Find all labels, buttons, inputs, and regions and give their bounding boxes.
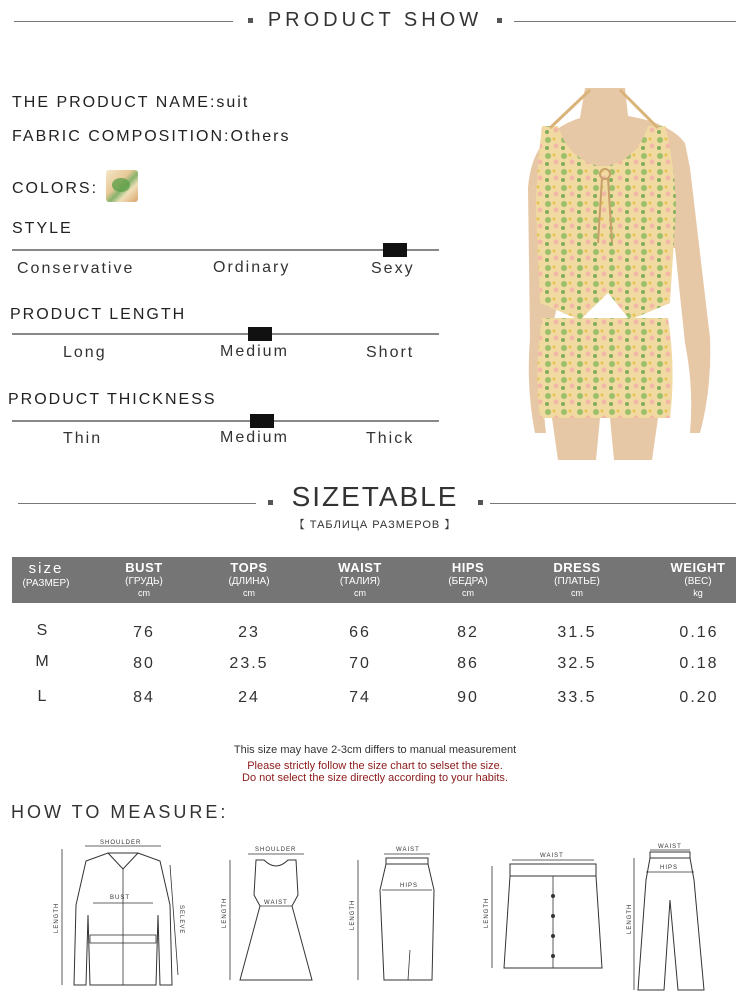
thickness-scale-title: PRODUCT THICKNESS	[8, 391, 217, 408]
thickness-scale-line	[12, 420, 439, 422]
col-dress: DRESS (ПЛАТЬЕ) cm	[553, 560, 601, 598]
table-cell: 84	[133, 689, 155, 706]
table-cell: S	[36, 622, 50, 639]
col-hips: HIPS (БЕДРА) cm	[448, 560, 488, 598]
thickness-option-medium: Medium	[220, 429, 289, 446]
table-cell: 24	[238, 689, 260, 706]
col-tops: TOPS (ДЛИНА) cm	[228, 560, 270, 598]
length-scale-title: PRODUCT LENGTH	[10, 306, 187, 323]
jacket-measure-diagram	[48, 835, 198, 995]
thickness-option-thick: Thick	[366, 430, 415, 447]
pants-measure-diagram	[622, 840, 722, 995]
table-cell: 74	[349, 689, 371, 706]
sizetable-rule-right	[490, 503, 736, 504]
table-cell: 86	[457, 655, 479, 672]
label-sleeve: SELEVE	[178, 905, 184, 935]
note-habits: Do not select the size directly according to your habits.	[242, 772, 508, 784]
length-scale-line	[12, 333, 439, 335]
table-cell: 82	[457, 624, 479, 641]
table-cell: M	[35, 653, 51, 670]
col-bust: BUST (ГРУДЬ) cm	[125, 560, 163, 598]
style-option-conservative: Conservative	[17, 260, 135, 277]
style-scale-title: STYLE	[12, 220, 73, 237]
label-length: LENGTH	[627, 903, 633, 934]
sizetable-dot-right	[478, 500, 483, 505]
thickness-option-thin: Thin	[63, 430, 103, 447]
table-cell: 0.18	[679, 655, 719, 672]
label-waist: WAIST	[540, 853, 564, 859]
color-swatch[interactable]	[106, 170, 138, 202]
style-option-sexy: Sexy	[371, 260, 415, 277]
table-cell: 70	[349, 655, 371, 672]
length-scale-marker	[248, 327, 272, 341]
fabric-row	[12, 128, 290, 146]
table-cell: 33.5	[557, 689, 597, 706]
label-length: LENGTH	[350, 899, 356, 930]
label-length: LENGTH	[222, 897, 228, 928]
label-shoulder: SHOULDER	[100, 840, 142, 846]
fabric-label: FABRIC COMPOSITION:	[12, 128, 231, 145]
length-option-medium: Medium	[220, 343, 289, 360]
table-cell: 66	[349, 624, 371, 641]
table-cell: 76	[133, 624, 155, 641]
label-length: LENGTH	[54, 902, 60, 933]
style-scale-marker	[383, 243, 407, 257]
product-name-label: THE PRODUCT NAME:	[12, 94, 217, 111]
table-cell: 90	[457, 689, 479, 706]
label-waist: WAIST	[396, 847, 420, 853]
length-option-long: Long	[63, 344, 107, 361]
colors-label: COLORS:	[12, 180, 99, 197]
label-waist: WAIST	[264, 900, 288, 906]
col-size: size (РАЗМЕР)	[22, 560, 70, 589]
col-waist: WAIST (ТАЛИЯ) cm	[338, 560, 382, 598]
skirt-measure-diagram	[344, 840, 444, 990]
table-cell: 23	[238, 624, 260, 641]
mini-skirt-measure-diagram	[478, 846, 608, 976]
style-scale-line	[12, 249, 439, 251]
fabric-value: Others	[230, 128, 291, 145]
label-bust: BUST	[110, 895, 131, 901]
label-length: LENGTH	[484, 897, 490, 928]
note-follow-chart: Please strictly follow the size chart to selset the size.	[247, 760, 503, 772]
table-cell: 32.5	[557, 655, 597, 672]
sizetable-title: SIZETABLE	[291, 481, 459, 512]
sizetable-subtitle: 【 ТАБЛИЦА РАЗМЕРОВ 】	[293, 519, 457, 531]
table-cell: 0.20	[679, 689, 719, 706]
page-title: PRODUCT SHOW	[267, 9, 483, 31]
table-cell: 31.5	[557, 624, 597, 641]
product-name-row	[12, 94, 249, 112]
table-cell: 23.5	[229, 655, 269, 672]
how-to-measure-title: HOW TO MEASURE:	[11, 802, 229, 822]
header-rule-right	[514, 21, 736, 22]
label-hips: HIPS	[400, 883, 419, 889]
col-weight: WEIGHT (ВЕС) kg	[670, 560, 726, 598]
label-hips: HIPS	[660, 865, 679, 871]
thickness-scale-marker	[250, 414, 274, 428]
product-name-value: suit	[216, 94, 250, 111]
style-option-ordinary: Ordinary	[213, 259, 291, 276]
size-table-header	[12, 557, 736, 603]
table-cell: L	[37, 688, 49, 705]
table-cell: 80	[133, 655, 155, 672]
table-cell: 0.16	[679, 624, 719, 641]
header-dot-right	[497, 18, 502, 23]
label-shoulder: SHOULDER	[255, 847, 297, 853]
length-option-short: Short	[366, 344, 415, 361]
product-photo	[480, 88, 730, 468]
note-measurement: This size may have 2-3cm differs to manual measurement	[233, 744, 517, 756]
dress-measure-diagram	[216, 840, 316, 990]
label-waist: WAIST	[658, 844, 682, 850]
